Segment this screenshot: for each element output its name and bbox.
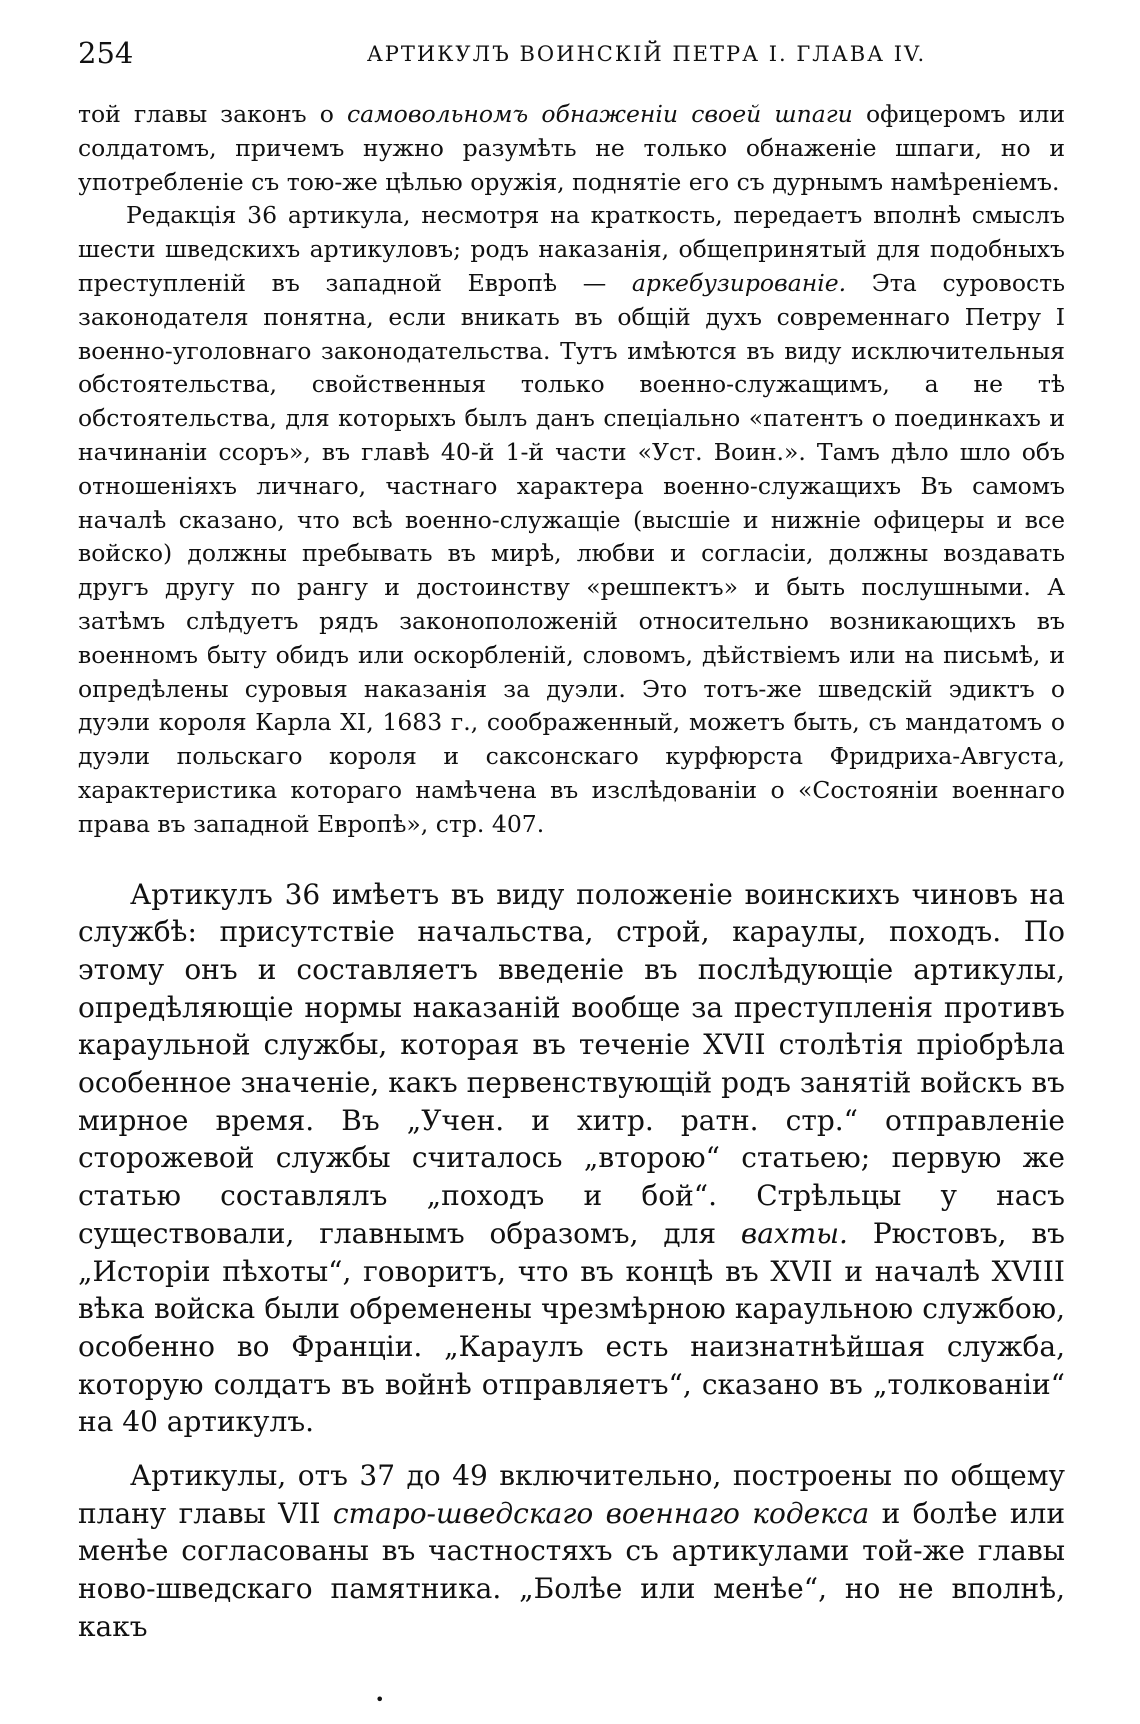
note-p1-text-1: той главы законъ о (78, 100, 348, 128)
running-title: АРТИКУЛЪ ВОИНСКІЙ ПЕТРА I. ГЛАВА IV. (366, 42, 927, 66)
body-p1-text-2: Рюстовъ, въ „Исторіи пѣхоты“, говоритъ, что въ концѣ въ XVII и началѣ XVIII вѣка войска были обременены чрезмѣрною караульною службою, особенно во Франціи. „Караулъ есть наизнатнѣйшая служба, которую солдатъ въ войнѣ отправляетъ“, сказано въ „толкованіи“ на 40 артикулъ. (78, 1216, 1065, 1439)
body-paragraph-2 (78, 1457, 1065, 1646)
body-p2-text-2: и болѣе или менѣе согласованы въ частностяхъ съ артикулами той-же главы ново-шведскаго памятника. „Болѣе или менѣе“, но не вполнѣ, какъ (78, 1496, 1065, 1643)
note-p2-italic: аркебузированіе. (631, 268, 847, 297)
body-p2-italic: старо-шведскаго военнаго кодекса (332, 1496, 870, 1530)
body-paragraph-1 (78, 876, 1065, 1442)
note-p1-text-2: офицеромъ или солдатомъ, причемъ нужно разумѣть не только обнаженіе шпаги, но и употребленіе съ тою-же цѣлью оружія, поднятіе его съ дурнымъ намѣреніемъ. (78, 100, 1065, 196)
note-p1-italic: самовольномъ обнаженіи своей шпаги (347, 100, 853, 128)
main-text (78, 876, 1065, 1646)
body-p2-text-1: Артикулы, отъ 37 до 49 включительно, построены по общему плану главы VII (78, 1459, 1065, 1530)
body-p1-text-1: Артикулъ 36 имѣетъ въ виду положеніе воинскихъ чиновъ на службѣ: присутствіе начальства, строй, караулы, походъ. По этому онъ и составляетъ введеніе въ послѣдующіе артикулы, опредѣляющіе нормы наказаній вообще за преступленія противъ караульной службы, которая въ теченіе XVII столѣтія пріобрѣла особенное значеніе, какъ первенствующій родъ занятій войскъ въ мирное время. Въ „Учен. и хитр. ратн. стр.“ отправленіе сторожевой службы считалось „второю“ статьею; первую же статью составлялъ „походъ и бой“. Стрѣльцы у насъ существовали, главнымъ образомъ, для (78, 877, 1065, 1250)
footer-mark: • (375, 1690, 385, 1709)
note-p2-text-2: Эта суровость законодателя понятна, если вникать въ общій духъ современнаго Петру I военно-уголовнаго законодательства. Тутъ имѣются въ виду исключительныя обстоятельства, свойственныя только военно-служащимъ, а не тѣ обстоятельства, для которыхъ былъ данъ спеціально «патентъ о поединкахъ и начинаніи ссоръ», въ главѣ 40-й 1-й части «Уст. Воин.». Тамъ дѣло шло объ отношеніяхъ личнаго, частнаго характера военно-служащихъ Въ самомъ началѣ сказано, что всѣ военно-служащіе (высшіе и нижніе офицеры и все войско) должны пребывать въ мирѣ, любви и согласіи, должны воздавать другъ другу по рангу и достоинству «решпектъ» и быть послушными. А затѣмъ слѣдуетъ рядъ законоположеній относительно возникающихъ въ военномъ быту обидъ или оскорбленій, словомъ, дѣйствіемъ или на письмѣ, и опредѣлены суровыя наказанія за дуэли. Это тотъ-же шведскій эдиктъ о дуэли короля Карла XI, 1683 г., соображенный, можетъ быть, съ мандатомъ о дуэли польскаго короля и саксонскаго курфюрста Фридриха-Августа, характеристика котораго намѣчена въ изслѣдованіи о «Состояніи военнаго права въ западной Европѣ», стр. 407. (78, 268, 1065, 838)
note-p2-text-1: Редакція 36 артикула, несмотря на краткость, передаетъ вполнѣ смыслъ шести шведскихъ артикуловъ; родъ наказанія, общепринятый для подобныхъ преступленій въ западной Европѣ — (78, 201, 1065, 297)
note-paragraph-1 (78, 98, 1065, 199)
commentary-note (78, 98, 1065, 842)
page-header (78, 30, 1065, 90)
page-number: 254 (78, 36, 134, 70)
body-p1-italic: вахты. (740, 1216, 848, 1250)
note-paragraph-2 (78, 199, 1065, 841)
